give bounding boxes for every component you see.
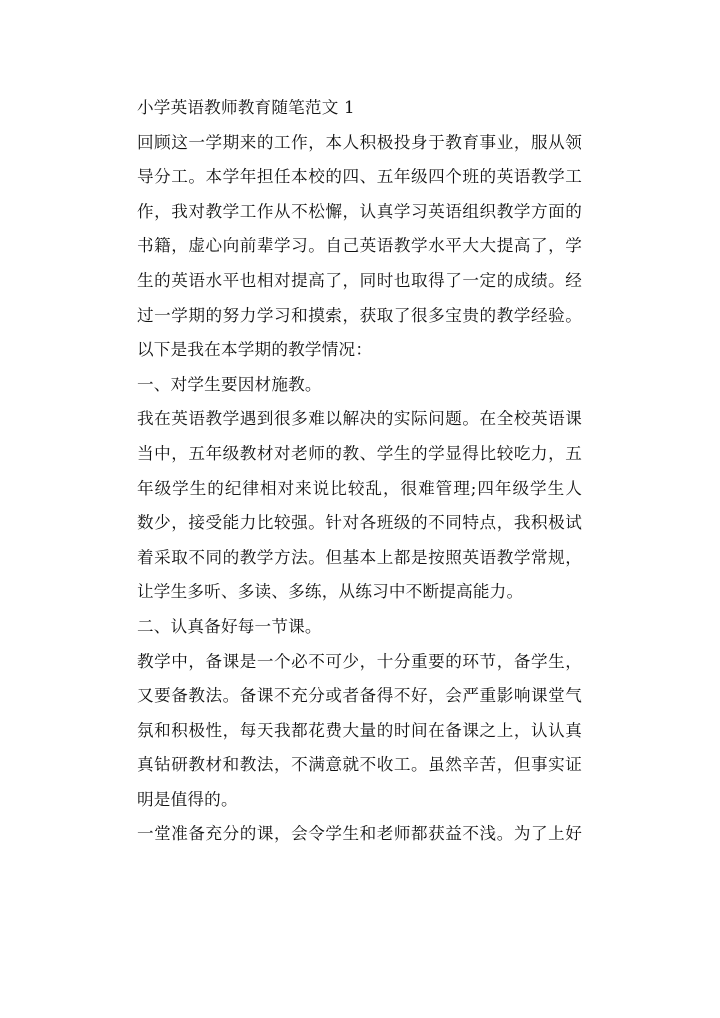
paragraph-line: 真钻研教材和教法，不满意就不收工。虽然辛苦，但事实证 (137, 755, 582, 775)
document-body (137, 91, 582, 852)
paragraph-line: 生的英语水平也相对提高了，同时也取得了一定的成绩。经 (137, 270, 582, 290)
paragraph-line: 让学生多听、多读、多练，从练习中不断提高能力。 (137, 582, 524, 602)
paragraph-line: 又要备教法。备课不充分或者备得不好，会严重影响课堂气 (137, 686, 582, 706)
paragraph-line: 着采取不同的教学方法。但基本上都是按照英语教学常规， (137, 547, 582, 567)
paragraph-line: 以下是我在本学期的教学情况： (137, 340, 373, 360)
paragraph-line: 年级学生的纪律相对来说比较乱，很难管理;四年级学生人 (137, 478, 582, 498)
paragraph-line: 数少，接受能力比较强。针对各班级的不同特点，我积极试 (137, 513, 582, 533)
paragraph-line: 教学中，备课是一个必不可少，十分重要的环节，备学生， (137, 651, 582, 671)
paragraph-line: 氛和积极性，每天我都花费大量的时间在备课之上，认认真 (137, 720, 582, 740)
section-heading: 一、对学生要因材施教。 (137, 374, 322, 394)
paragraph-line: 我在英语教学遇到很多难以解决的实际问题。在全校英语课 (137, 409, 582, 429)
paragraph-line: 明是值得的。 (137, 789, 238, 809)
paragraph-line: 过一学期的努力学习和摸索，获取了很多宝贵的教学经验。 (137, 305, 582, 325)
paragraph-line: 书籍，虚心向前辈学习。自己英语教学水平大大提高了，学 (137, 236, 582, 256)
paragraph-line: 一堂准备充分的课，会令学生和老师都获益不浅。为了上好 (137, 824, 582, 844)
document-title: 小学英语教师教育随笔范文 1 (137, 98, 355, 117)
paragraph-line: 回顾这一学期来的工作，本人积极投身于教育事业，服从领 (137, 132, 582, 152)
paragraph-line: 导分工。本学年担任本校的四、五年级四个班的英语教学工 (137, 167, 582, 187)
paragraph-line: 作，我对教学工作从不松懈，认真学习英语组织教学方面的 (137, 201, 582, 221)
section-heading: 二、认真备好每一节课。 (137, 616, 322, 636)
paragraph-line: 当中，五年级教材对老师的教、学生的学显得比较吃力，五 (137, 443, 582, 463)
